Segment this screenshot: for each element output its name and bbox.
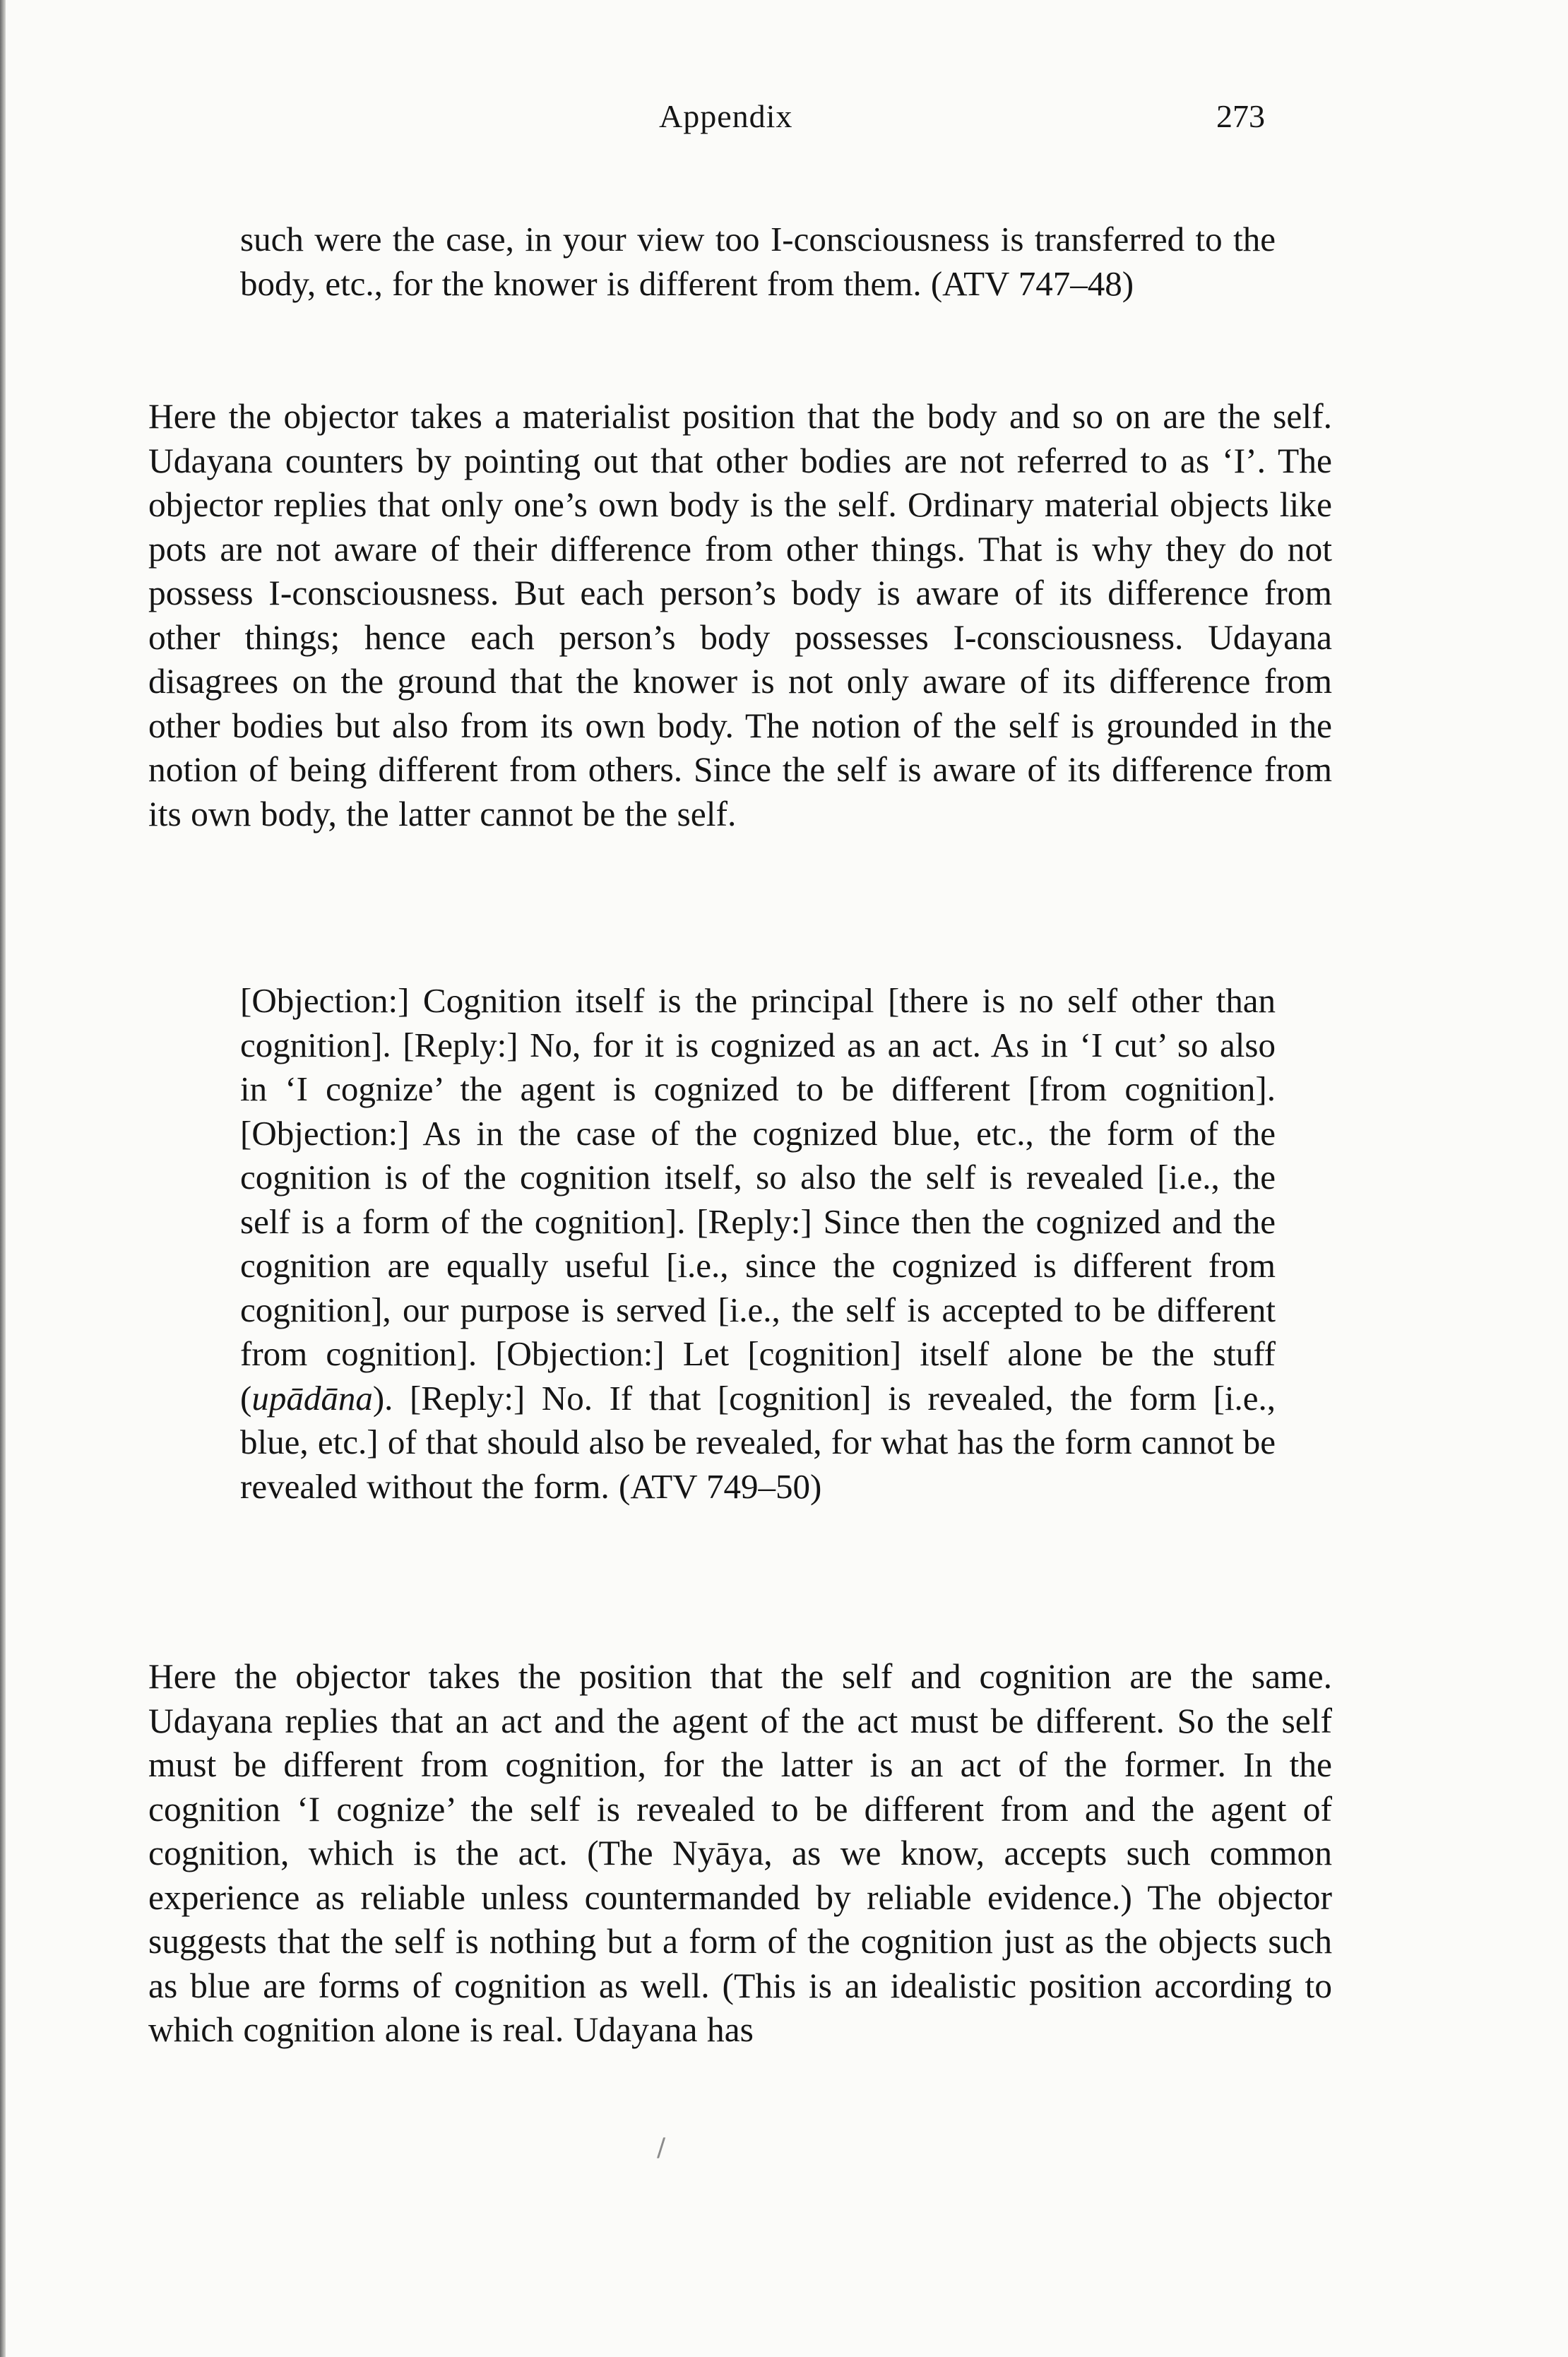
stray-slash-mark: / bbox=[657, 2133, 666, 2162]
running-head bbox=[0, 97, 1568, 154]
scan-left-edge bbox=[0, 0, 6, 2357]
page-number: 273 bbox=[1216, 98, 1265, 134]
quote-2-text-part-1: [Objection:] Cognition itself is the principal [there is no self other than cognition]. [Reply:] No, for it is cognized as an act. As in ‘I cut’ so also in ‘I cognize’ the agent is cognized to be different [from cognition]. [Objection:] As in the case of the cognized blue, etc., the form of the cognition is of the cognition itself, so also the self is revealed [i.e., the self is a form of the cognition]. [Reply:] Since then the cognized and the cognition are equally useful [i.e., since the cognized is different from cognition], our purpose is served [i.e., the self is accepted to be different from cognition]. [Objection:] Let [cognition] itself alone be the stuff ( bbox=[240, 981, 1276, 1418]
quote-2-text-part-2: ). [Reply:] No. If that [cognition] is revealed, the form [i.e., blue, etc.] of that should also be revealed, for what has the form cannot be revealed without the form. (ATV 749–50) bbox=[240, 1378, 1276, 1506]
paragraph-commentary-1: Here the objector takes a materialist position that the body and so on are the self. Udayana counters by pointing out that other bodies are not referred to as ‘I’. The objector replies that only one’s own body is the self. Ordinary material objects like pots are not aware of their difference from other things. That is why they do not possess I-consciousness. But each person’s body is aware of its difference from other things; hence each person’s body possesses I-consciousness. Udayana disagrees on the ground that the knower is not only aware of its difference from other bodies but also from its own body. The notion of the self is grounded in the notion of being different from others. Since the self is aware of its difference from its own body, the latter cannot be the self. bbox=[148, 397, 1332, 833]
quote-continuation: such were the case, in your view too I-consciousness is transferred to the body, etc., for the knower is different from them. (ATV 747–48) bbox=[240, 220, 1276, 303]
running-head-title: Appendix bbox=[659, 98, 793, 134]
paragraph-commentary-2: Here the objector takes the position that the self and cognition are the same. Udayana replies that an act and the agent of the act must be different. So the self must be different from cognition, for the latter is an act of the former. In the cognition ‘I cognize’ the self is revealed to be different from and the agent of cognition, which is the act. (The Nyāya, as we know, accepts such common experience as reliable unless countermanded by reliable evidence.) The objector suggests that the self is nothing but a form of the cognition just as the objects such as blue are forms of cognition as well. (This is an idealistic position according to which cognition alone is real. Udayana has bbox=[148, 1657, 1332, 2049]
quote-objection-reply bbox=[240, 979, 1276, 1509]
quote-2-sanskrit-term: upādāna bbox=[251, 1378, 373, 1418]
